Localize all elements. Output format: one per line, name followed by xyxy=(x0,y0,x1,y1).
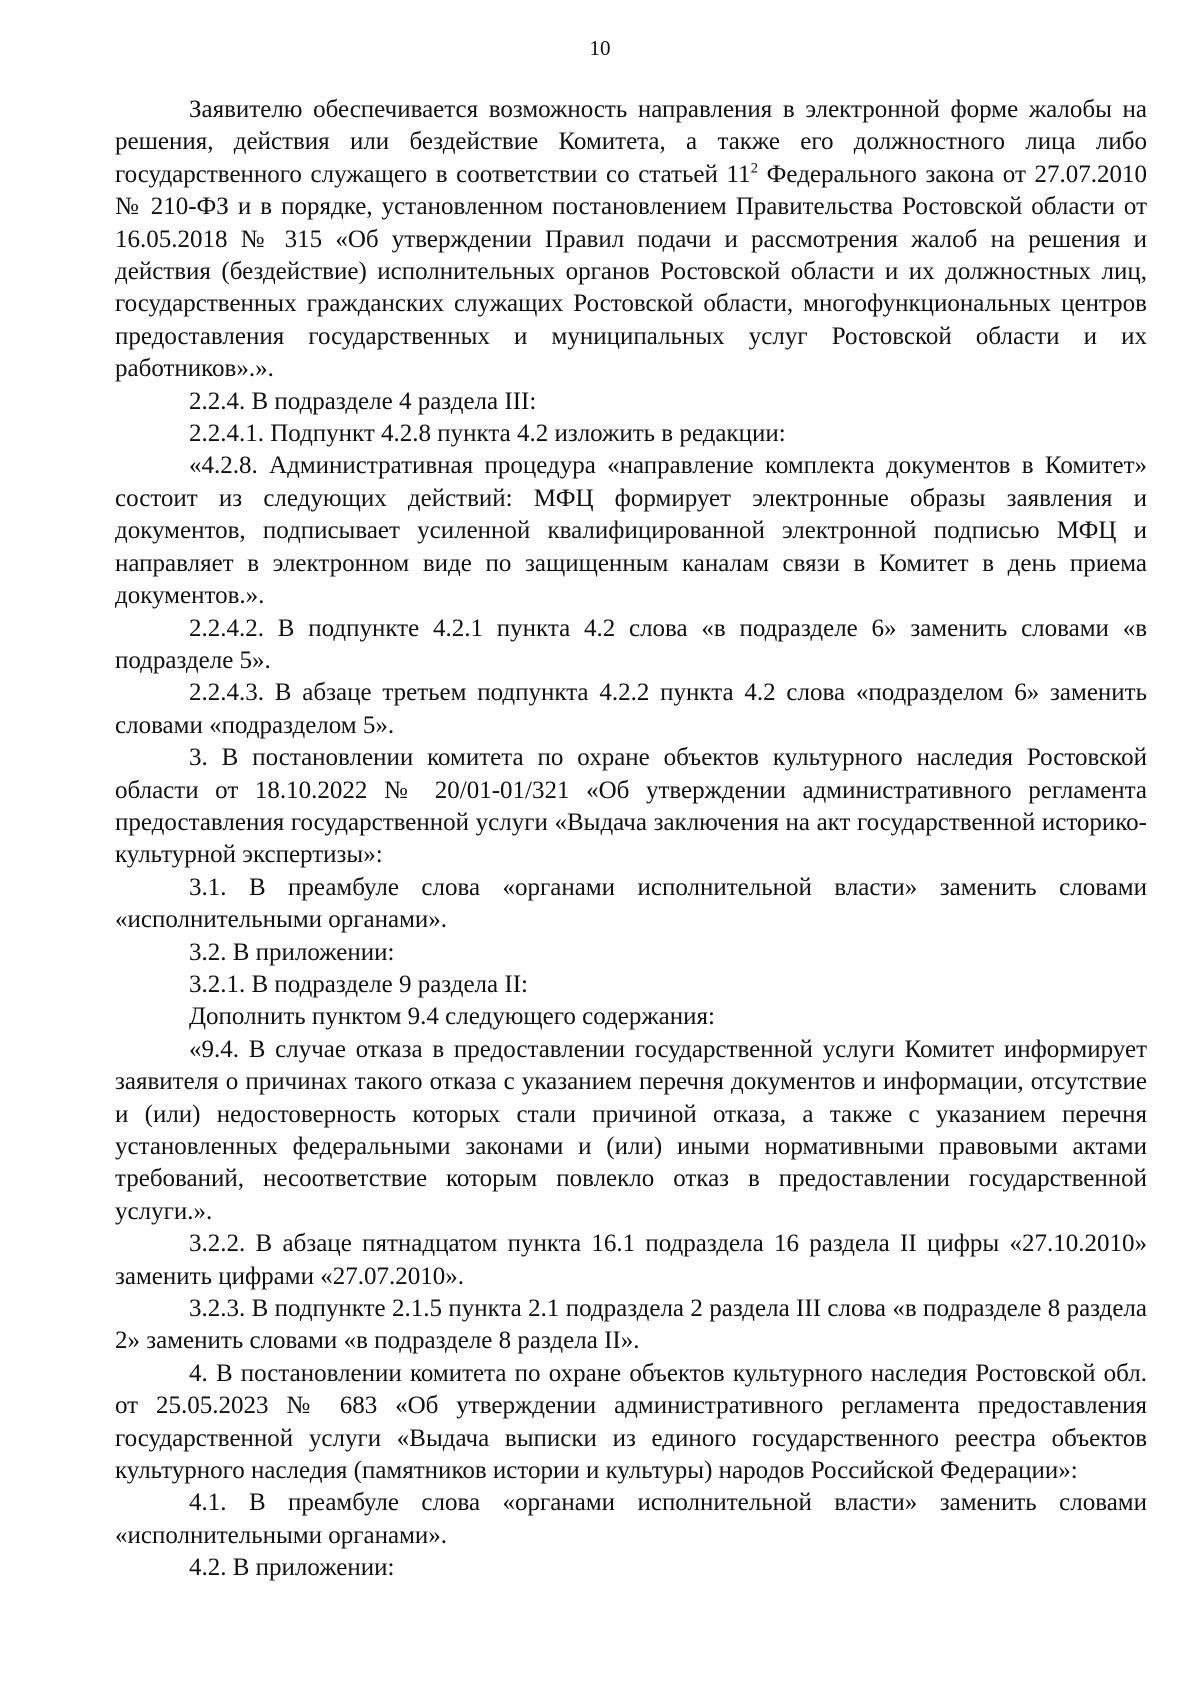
paragraph-3-2: 3.2. В приложении: xyxy=(189,938,395,966)
paragraph-3: 3. В постановлении комитета по охране объектов культурного наследия Ростовской области от 18.10.2022 № 20/01-01/321 «Об утверждении административного регламента предоставления государственной услуги «Выдача заключения на акт государственной историко-культурной экспертизы»: xyxy=(115,744,1147,869)
paragraph-2-2-4: 2.2.4. В подразделе 4 раздела III: xyxy=(189,387,537,415)
paragraph-3-2-2: 3.2.2. В абзаце пятнадцатом пункта 16.1 подраздела 16 раздела II цифры «27.10.2010» заменить цифрами «27.07.2010». xyxy=(115,1230,1147,1290)
paragraph-complaint-rights xyxy=(115,94,1147,386)
paragraph-3-1: 3.1. В преамбуле слова «органами исполнительной власти» заменить словами «исполнительными органами». xyxy=(115,873,1147,934)
paragraph-9-4-text: «9.4. В случае отказа в предоставлении государственной услуги Комитет информирует заявителя о причинах такого отказа с указанием перечня документов и информации, отсутствие и (или) недостоверность которых стали причиной отказа, а также с указанием перечня установленных федеральными законами и (или) иными нормативными правовыми актами требований, несоответствие которым повлекло отказ в предоставлении государственной услуги.». xyxy=(115,1035,1147,1225)
paragraph-4-2: 4.2. В приложении: xyxy=(189,1554,395,1582)
paragraph-4-2-8-text: «4.2.8. Административная процедура «направление комплекта документов в Комитет» состоит из следующих действий: МФЦ формирует электронные образы заявления и документов, подписывает усиленной квалифицированной электронной подписью МФЦ и направляет в электронном виде по защищенным каналам связи в Комитет в день приема документов.». xyxy=(115,452,1147,610)
paragraph-2-2-4-1: 2.2.4.1. Подпункт 4.2.8 пункта 4.2 изложить в редакции: xyxy=(189,420,786,448)
paragraph-text: Федерального закона от 27.07.2010 № 210-ФЗ и в порядке, установленном постановлением Правительства Ростовской области от 16.05.2018 № 315 «Об утверждении Правил подачи и рассмотрения жалоб на решения и действия (бездействие) исполнительных органов Ростовской области и их должностных лиц, государственных гражданских служащих Ростовской области, многофункциональных центров предоставления государственных и муниципальных услуг Ростовской области и их работников».». xyxy=(115,160,1147,383)
paragraph-2-2-4-2: 2.2.4.2. В подпункте 4.2.1 пункта 4.2 слова «в подразделе 6» заменить словами «в подразделе 5». xyxy=(115,614,1147,674)
paragraph-3-2-3: 3.2.3. В подпункте 2.1.5 пункта 2.1 подраздела 2 раздела III слова «в подразделе 8 раздела 2» заменить словами «в подразделе 8 раздела II». xyxy=(115,1295,1147,1355)
paragraph-text: Заявителю обеспечивается возможность направления в электронной форме жалобы на решения, действия или бездействие Комитета, а также его должностного лица либо государственного служащего в соответствии со статьей 11 xyxy=(115,96,1147,188)
paragraph-4: 4. В постановлении комитета по охране объектов культурного наследия Ростовской обл. от 25.05.2023 № 683 «Об утверждении административного регламента предоставления государственной услуги «Выдача выписки из единого государственного реестра объектов культурного наследия (памятников истории и культуры) народов Российской Федерации»: xyxy=(115,1359,1147,1485)
paragraph-add-9-4: Дополнить пунктом 9.4 следующего содержания: xyxy=(189,1003,715,1031)
superscript-article-number: 2 xyxy=(750,160,759,177)
paragraph-3-2-1: 3.2.1. В подразделе 9 раздела II: xyxy=(189,970,528,998)
paragraph-2-2-4-3: 2.2.4.3. В абзаце третьем подпункта 4.2.2 пункта 4.2 слова «подразделом 6» заменить словами «подразделом 5». xyxy=(115,679,1147,739)
page-number: 10 xyxy=(589,36,611,60)
document-body xyxy=(115,94,1147,1585)
paragraph-4-1: 4.1. В преамбуле слова «органами исполнительной власти» заменить словами «исполнительными органами». xyxy=(115,1489,1147,1549)
